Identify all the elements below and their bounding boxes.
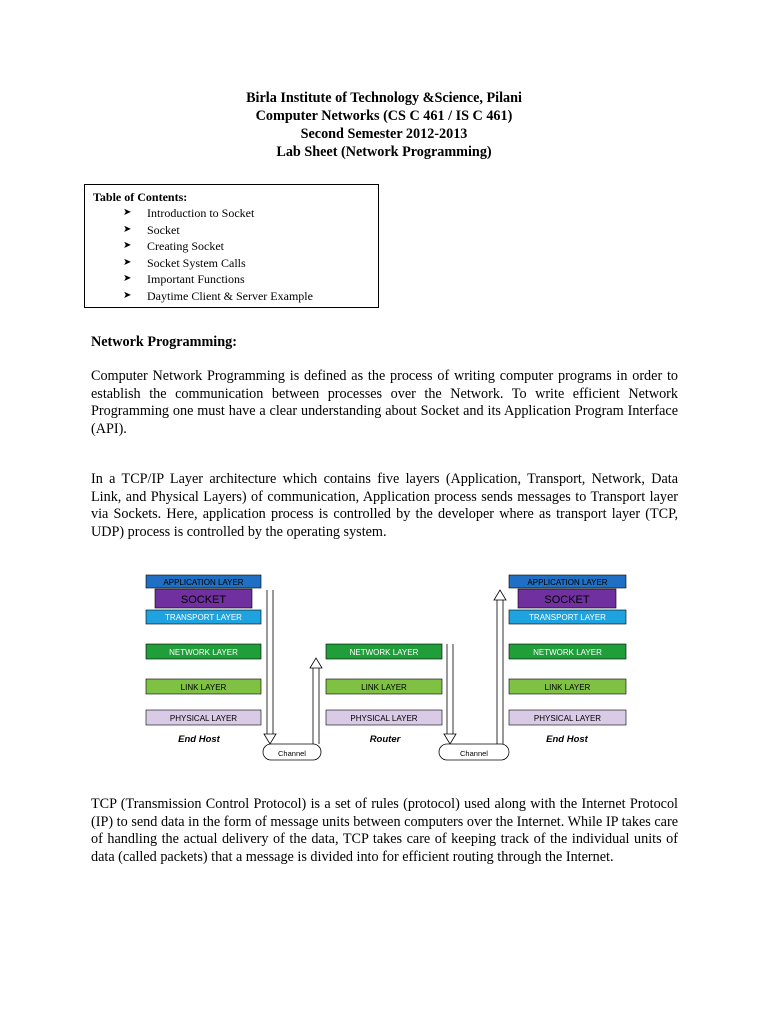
right-host-stack: [509, 575, 626, 745]
router-stack: [326, 644, 442, 745]
semester: Second Semester 2012-2013: [300, 126, 468, 142]
toc-item: [123, 222, 370, 239]
paragraph-intro: Computer Network Programming is defined as the process of writing computer programs in order to establish the communication between processes over the Network. To write efficient Network Programming one must have a clear understanding about Socket and its Application Program Interface (API).: [91, 368, 678, 437]
down-arrow-icon: [264, 590, 276, 744]
socket-label: SOCKET: [180, 594, 227, 606]
socket-label: SOCKET: [544, 594, 590, 606]
end-host-label: End Host: [546, 734, 588, 745]
network-layer-label: NETWORK LAYER: [349, 648, 419, 657]
physical-layer-label: PHYSICAL LAYER: [533, 714, 602, 723]
institute-name: Birla Institute of Technology &Science, Pilani: [246, 90, 522, 106]
toc-item: [123, 255, 370, 272]
end-host-label: End Host: [178, 734, 220, 745]
network-layer-label: NETWORK LAYER: [533, 648, 602, 657]
router-label: Router: [369, 734, 401, 745]
up-arrow-icon: [494, 590, 506, 744]
transport-layer-label: TRANSPORT LAYER: [529, 613, 606, 622]
application-layer-label: APPLICATION LAYER: [527, 578, 608, 587]
physical-layer-label: PHYSICAL LAYER: [350, 714, 418, 723]
arrow-bullet-icon: ➤: [123, 207, 132, 218]
paragraph-layers: In a TCP/IP Layer architecture which contains five layers (Application, Transport, Network, Data Link, and Physical Layers) of communication, Application process sends messages to Transport layer via Sockets. Here, application process is controlled by the developer where as transport layer (TCP, UDP) process is controlled by the operating system.: [91, 471, 678, 540]
link-layer-label: LINK LAYER: [180, 683, 227, 692]
arrow-bullet-icon: ➤: [123, 289, 132, 301]
toc-item-label: Daytime Client & Server Example: [147, 288, 313, 303]
physical-layer-label: PHYSICAL LAYER: [169, 714, 238, 723]
arrow-bullet-icon: ➤: [123, 223, 132, 235]
link-layer-label: LINK LAYER: [361, 683, 407, 692]
toc-list: [93, 205, 370, 305]
arrow-bullet-icon: ➤: [123, 240, 132, 252]
link-layer-label: LINK LAYER: [544, 683, 591, 692]
toc-title: Table of Contents:: [93, 190, 188, 204]
course-title: Computer Networks (CS C 461 / IS C 461): [255, 108, 513, 124]
toc-item: [123, 238, 370, 255]
toc-item: [123, 271, 370, 288]
channel-left: [263, 744, 321, 760]
lab-sheet-title: Lab Sheet (Network Programming): [276, 144, 492, 160]
section-title: Network Programming:: [91, 334, 237, 350]
network-layer-label: NETWORK LAYER: [169, 648, 238, 657]
document-header: [0, 89, 768, 161]
transport-layer-label: TRANSPORT LAYER: [165, 613, 242, 622]
toc-item-label: Socket: [147, 222, 180, 237]
application-layer-label: APPLICATION LAYER: [163, 578, 244, 587]
toc-item-label: Important Functions: [147, 272, 245, 287]
tcpip-layer-diagram: [140, 568, 640, 764]
toc-item-label: Socket System Calls: [147, 255, 246, 270]
left-host-stack: [146, 575, 261, 745]
down-arrow-icon: [444, 644, 456, 744]
up-arrow-icon: [310, 658, 322, 744]
channel-label: Channel: [278, 749, 306, 758]
toc-item: [123, 205, 370, 222]
arrow-bullet-icon: ➤: [123, 273, 132, 285]
toc-item-label: Creating Socket: [147, 239, 224, 254]
table-of-contents: [84, 184, 379, 308]
toc-item: [123, 288, 370, 305]
arrow-bullet-icon: ➤: [123, 256, 132, 268]
toc-item-label: Introduction to Socket: [147, 206, 255, 220]
channel-right: [439, 744, 509, 760]
paragraph-tcp: TCP (Transmission Control Protocol) is a set of rules (protocol) used along with the Internet Protocol (IP) to send data in the form of message units between computers over the Internet. While IP takes care of handling the actual delivery of the data, TCP takes care of keeping track of the individual units of data (called packets) that a message is divided into for efficient routing through the Internet.: [91, 796, 678, 865]
channel-label: Channel: [460, 749, 488, 758]
